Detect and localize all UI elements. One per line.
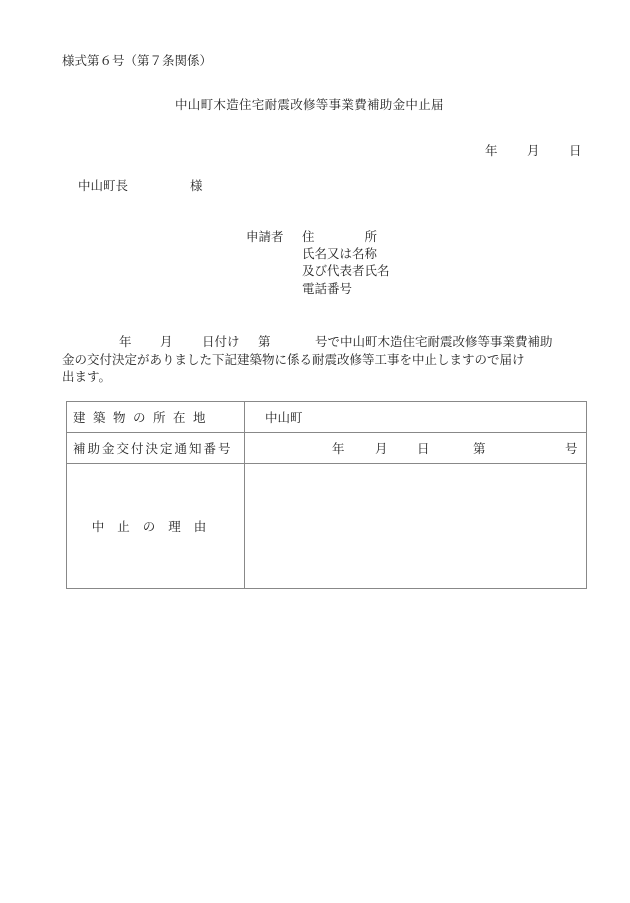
location-value[interactable] — [245, 402, 587, 433]
body-year: 年 — [119, 334, 132, 349]
notice-number-label: 補助金交付決定通知番号 — [67, 433, 245, 464]
date-month: 月 — [527, 143, 540, 158]
body-month: 月 — [160, 334, 173, 349]
body-line-1 — [62, 333, 587, 351]
reason-label: 中止の理由 — [67, 464, 245, 589]
notice-day: 日 — [417, 441, 430, 456]
notice-go: 号 — [565, 441, 578, 456]
date-year: 年 — [485, 143, 498, 158]
body-line-3: 出ます。 — [62, 369, 112, 384]
notice-year: 年 — [332, 441, 345, 456]
notice-month: 月 — [375, 441, 388, 456]
applicant-representative-label: 及び代表者氏名 — [302, 263, 390, 278]
notice-number-value[interactable] — [245, 433, 587, 464]
reason-value[interactable] — [245, 464, 587, 589]
form-number: 様式第６号（第７条関係） — [62, 53, 213, 68]
table-row-location — [67, 402, 587, 433]
body-line-2: 金の交付決定がありました下記建築物に係る耐震改修等工事を中止しますので届け — [62, 351, 525, 367]
document-title: 中山町木造住宅耐震改修等事業費補助金中止届 — [175, 97, 444, 112]
applicant-address-label: 住 所 — [302, 229, 378, 244]
body-paragraph — [62, 333, 587, 386]
applicant-name-label: 氏名又は名称 — [302, 246, 378, 261]
body-dai: 第 — [258, 334, 271, 349]
notice-dai: 第 — [473, 441, 486, 456]
table-row-notice-number — [67, 433, 587, 464]
date-day: 日 — [569, 143, 582, 158]
applicant-phone-label: 電話番号 — [302, 281, 353, 296]
location-label: 建築物の所在地 — [67, 402, 245, 433]
form-table — [66, 401, 587, 589]
addressee-name: 中山町長 — [78, 178, 129, 193]
location-value-text: 中山町 — [265, 410, 303, 425]
body-day: 日付け — [202, 334, 240, 349]
body-go: 号で中山町木造住宅耐震改修等事業費補助 — [315, 334, 553, 349]
applicant-label: 申請者 — [246, 229, 284, 244]
addressee-honorific: 様 — [190, 178, 203, 193]
table-row-reason — [67, 464, 587, 589]
